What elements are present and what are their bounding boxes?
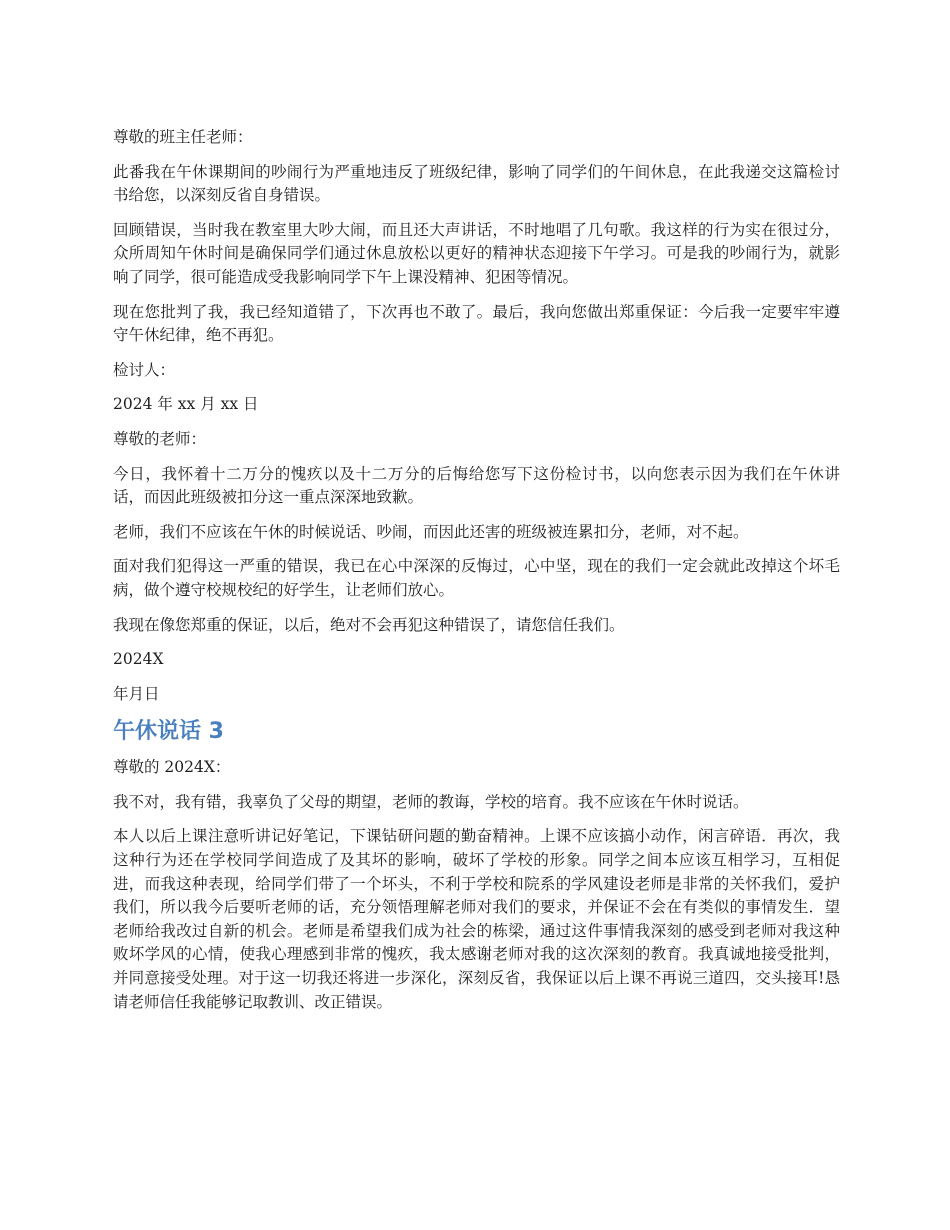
document-page [113, 126, 840, 1014]
letter1-date: 2024 年 xx 月 xx 日 [113, 395, 259, 414]
section3-paragraph-1: 我不对，我有错，我辜负了父母的期望，老师的教诲，学校的培育。我不应该在午休时说话。 [113, 792, 749, 811]
letter2-paragraph-2: 老师，我们不应该在午休的时候说话、吵闹，而因此还害的班级被连累扣分，老师，对不起。 [113, 522, 749, 541]
letter1-salutation: 尊敬的班主任老师： [113, 128, 253, 146]
letter1-paragraph-1: 此番我在午休课期间的吵闹行为严重地违反了班级纪律，影响了同学们的午间休息，在此我递交这篇检讨书给您，以深刻反省自身错误。 [113, 162, 840, 205]
section3-salutation: 尊敬的 2024X： [113, 758, 231, 777]
section3-paragraph-2: 本人以后上课注意听讲记好笔记，下课钻研问题的勤奋精神。上课不应该搞小动作，闲言碎语．再次，我这种行为还在学校同学间造成了及其坏的影响，破坏了学校的形象。同学之间本应该互相学习，互相促进，而我这种表现，给同学们带了一个坏头，不利于学校和院系的学风建设老师是非常的关怀我们，爱护我们，所以我今后要听老师的话，充分领悟理解老师对我们的要求，并保证不会在有类似的事情发生．望老师给我改过自新的机会。老师是希望我们成为社会的栋梁，通过这件事情我深刻的感受到老师对我这种败坏学风的心情，使我心理感到非常的愧疚，我太感谢老师对我的这次深刻的教育。我真诚地接受批判，并同意接受处理。对于这一切我还将进一步深化，深刻反省，我保证以后上课不再说三道四，交头接耳!恳请老师信任我能够记取教训、改正错误。 [113, 827, 840, 1011]
letter1-paragraph-3: 现在您批判了我，我已经知道错了，下次再也不敢了。最后，我向您做出郑重保证：今后我一定要牢牢遵守午休纪律，绝不再犯。 [113, 302, 840, 345]
letter2-date-year: 2024X [113, 650, 164, 669]
letter2-salutation: 尊敬的老师： [113, 429, 207, 448]
letter1-signature: 检讨人： [113, 360, 176, 379]
section-heading: 午休说话 3 [113, 719, 224, 745]
letter2-date-rest: 年月日 [113, 684, 160, 703]
letter2-paragraph-1: 今日，我怀着十二万分的愧疚以及十二万分的后悔给您写下这份检讨书，以向您表示因为我们在午休讲话，而因此班级被扣分这一重点深深地致歉。 [113, 464, 840, 507]
letter2-paragraph-4: 我现在像您郑重的保证，以后，绝对不会再犯这种错误了，请您信任我们。 [113, 615, 625, 634]
letter1-paragraph-2: 回顾错误，当时我在教室里大吵大闹，而且还大声讲话，不时地唱了几句歌。我这样的行为实在很过分，众所周知午休时间是确保同学们通过休息放松以更好的精神状态迎接下午学习。可是我的吵闹行为，就影响了同学，很可能造成受我影响同学下午上课没精神、犯困等情况。 [113, 220, 840, 286]
letter2-paragraph-3: 面对我们犯得这一严重的错误，我已在心中深深的反悔过，心中坚，现在的我们一定会就此改掉这个坏毛病，做个遵守校规校纪的好学生，让老师们放心。 [113, 557, 840, 599]
